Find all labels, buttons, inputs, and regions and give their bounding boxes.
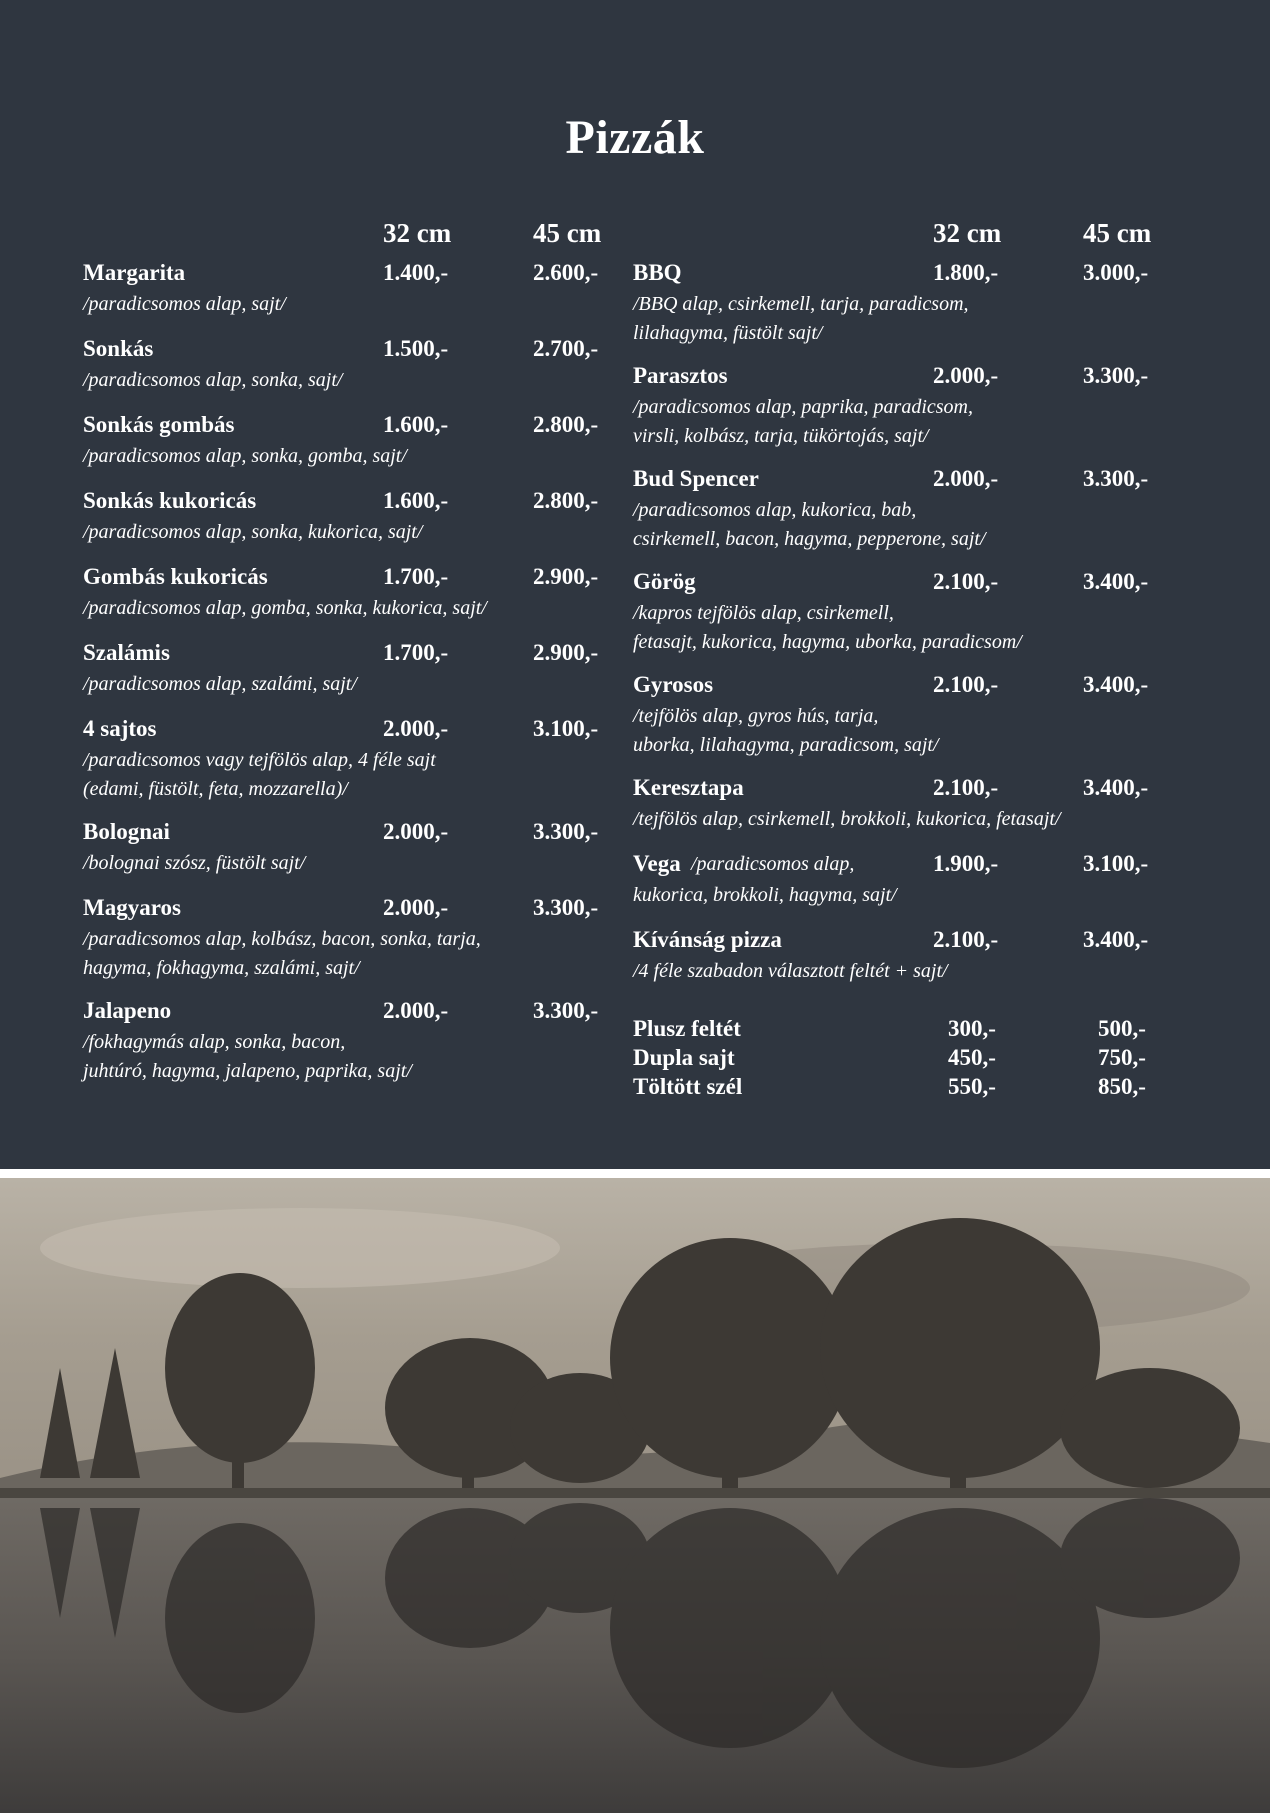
extra-name: Plusz feltét [633, 1016, 741, 1041]
pizza-description: /paradicsomos alap, szalámi, sajt/ [83, 673, 357, 695]
pizza-description: virsli, kolbász, tarja, tükörtojás, sajt/ [633, 425, 929, 447]
price-32cm: 2.000,- [933, 363, 999, 388]
price-45cm: 2.800,- [533, 412, 599, 437]
menu-item-row [633, 775, 1173, 805]
size-header-left [83, 218, 618, 260]
menu-item-row [633, 260, 1173, 290]
menu-item [83, 998, 618, 1086]
pizza-name: Kívánság pizza [633, 927, 782, 952]
pizza-name: Keresztapa [633, 775, 744, 800]
menu-item [83, 640, 618, 699]
price-32cm: 1.700,- [383, 564, 449, 589]
page-title: Pizzák [565, 111, 705, 164]
price-45cm: 3.400,- [1083, 569, 1149, 594]
menu-item [633, 260, 1173, 348]
price-32cm: 2.000,- [383, 895, 449, 920]
price-32cm: 1.800,- [933, 260, 999, 285]
menu-item-row [83, 998, 618, 1028]
pizza-description: /paradicsomos alap, gomba, sonka, kukorica, sajt/ [83, 597, 487, 619]
menu-item-row [633, 569, 1173, 599]
pizza-description: uborka, lilahagyma, paradicsom, sajt/ [633, 734, 939, 756]
price-45cm: 2.600,- [533, 260, 599, 285]
menu-item [83, 412, 618, 471]
pizza-description: kukorica, brokkoli, hagyma, sajt/ [633, 884, 897, 906]
extra-row [633, 1045, 1173, 1074]
size-45-label: 45 cm [1083, 218, 1152, 248]
price-45cm: 2.800,- [533, 488, 599, 513]
pizza-description: hagyma, fokhagyma, szalámi, sajt/ [83, 957, 360, 979]
pizza-description: /bolognai szósz, füstölt sajt/ [83, 852, 306, 874]
price-45cm: 3.300,- [533, 895, 599, 920]
pizza-inline-description: /paradicsomos alap, [691, 853, 855, 875]
extra-price-32cm: 550,- [948, 1074, 996, 1099]
pizza-description: csirkemell, bacon, hagyma, pepperone, sajt/ [633, 528, 986, 550]
menu-item [83, 336, 618, 395]
menu-item-row [633, 363, 1173, 393]
pizza-name: Gyrosos [633, 672, 714, 697]
pizza-description: /tejfölös alap, gyros hús, tarja, [633, 705, 879, 727]
menu-item [83, 716, 618, 804]
pizza-name: Parasztos [633, 363, 728, 388]
price-32cm: 2.100,- [933, 569, 999, 594]
menu-item-row [633, 466, 1173, 496]
price-45cm: 3.300,- [1083, 466, 1149, 491]
menu-item-row [83, 640, 618, 670]
menu-item [83, 819, 618, 878]
menu-item [83, 488, 618, 547]
pizza-description: juhtúró, hagyma, jalapeno, paprika, sajt/ [83, 1060, 412, 1082]
size-32-label: 32 cm [383, 218, 452, 248]
size-32-label: 32 cm [933, 218, 1002, 248]
extra-price-45cm: 500,- [1098, 1016, 1146, 1041]
price-32cm: 1.900,- [933, 851, 999, 876]
menu-item [83, 260, 618, 319]
size-45-label: 45 cm [533, 218, 602, 248]
pizza-description: /kapros tejfölös alap, csirkemell, [633, 602, 894, 624]
price-45cm: 2.700,- [533, 336, 599, 361]
pizza-description: lilahagyma, füstölt sajt/ [633, 322, 823, 344]
price-45cm: 3.400,- [1083, 775, 1149, 800]
price-32cm: 2.100,- [933, 672, 999, 697]
size-header-right [633, 218, 1173, 260]
menu-item-row [83, 488, 618, 518]
price-45cm: 3.300,- [533, 819, 599, 844]
pizza-description: /paradicsomos alap, kukorica, bab, [633, 499, 917, 521]
price-32cm: 1.600,- [383, 488, 449, 513]
pizza-name: Margarita [83, 260, 186, 285]
pizza-description: /paradicsomos alap, sajt/ [83, 293, 286, 315]
menu-item [633, 569, 1173, 657]
pizza-description: (edami, füstölt, feta, mozzarella)/ [83, 778, 348, 800]
extra-row [633, 1074, 1173, 1103]
price-45cm: 3.100,- [1083, 851, 1149, 876]
pizza-name: Bud Spencer [633, 466, 759, 491]
price-32cm: 2.000,- [383, 716, 449, 741]
price-45cm: 2.900,- [533, 564, 599, 589]
pizza-name: 4 sajtos [83, 716, 157, 741]
price-32cm: 2.100,- [933, 927, 999, 952]
price-32cm: 1.600,- [383, 412, 449, 437]
pizza-description: fetasajt, kukorica, hagyma, uborka, paradicsom/ [633, 631, 1022, 653]
pizza-description: /paradicsomos alap, sonka, gomba, sajt/ [83, 445, 407, 467]
menu-item-row [83, 564, 618, 594]
pizza-name: Sonkás gombás [83, 412, 235, 437]
menu-item [633, 363, 1173, 451]
pizza-name: Sonkás kukoricás [83, 488, 257, 513]
menu-item-row [83, 895, 618, 925]
price-45cm: 3.000,- [1083, 260, 1149, 285]
pizza-description: /BBQ alap, csirkemell, tarja, paradicsom, [633, 293, 969, 315]
menu-item-row [83, 336, 618, 366]
menu-item-row [83, 819, 618, 849]
pizza-name: Szalámis [83, 640, 170, 665]
pizza-name: Bolognai [83, 819, 170, 844]
menu-item-row [83, 716, 618, 746]
pizza-name: BBQ [633, 260, 682, 285]
menu-item-row [633, 851, 1173, 881]
extra-price-32cm: 300,- [948, 1016, 996, 1041]
price-32cm: 2.000,- [383, 819, 449, 844]
pizza-description: /4 féle szabadon választott feltét + sajt/ [633, 960, 948, 982]
pizza-description: /paradicsomos alap, paprika, paradicsom, [633, 396, 973, 418]
price-45cm: 3.400,- [1083, 672, 1149, 697]
menu-item [633, 466, 1173, 554]
right-column [633, 218, 1173, 1103]
menu-item-row [633, 927, 1173, 957]
lake-trees-photo [0, 1178, 1270, 1813]
extra-price-32cm: 450,- [948, 1045, 996, 1070]
price-32cm: 2.000,- [383, 998, 449, 1023]
extras-list [633, 1016, 1173, 1103]
menu-item-row [83, 260, 618, 290]
price-32cm: 2.100,- [933, 775, 999, 800]
extra-name: Dupla sajt [633, 1045, 735, 1070]
price-32cm: 1.500,- [383, 336, 449, 361]
pizza-description: /fokhagymás alap, sonka, bacon, [83, 1031, 346, 1053]
extra-name: Töltött szél [633, 1074, 743, 1099]
menu-item [633, 672, 1173, 760]
left-item-list [83, 260, 618, 1086]
pizza-name: Görög [633, 569, 696, 594]
pizza-description: /paradicsomos vagy tejfölös alap, 4 féle sajt [83, 749, 436, 771]
pizza-name: Jalapeno [83, 998, 172, 1023]
menu-item [633, 775, 1173, 834]
price-32cm: 1.700,- [383, 640, 449, 665]
price-32cm: 2.000,- [933, 466, 999, 491]
extra-price-45cm: 850,- [1098, 1074, 1146, 1099]
pizza-description: /paradicsomos alap, sonka, kukorica, sajt/ [83, 521, 423, 543]
price-45cm: 3.300,- [1083, 363, 1149, 388]
extra-price-45cm: 750,- [1098, 1045, 1146, 1070]
menu-item-row [633, 672, 1173, 702]
extra-row [633, 1016, 1173, 1045]
price-45cm: 2.900,- [533, 640, 599, 665]
pizza-name: Vega [633, 851, 681, 876]
price-45cm: 3.100,- [533, 716, 599, 741]
menu-item [83, 564, 618, 623]
left-column [83, 218, 618, 1101]
pizza-description: /paradicsomos alap, kolbász, bacon, sonka, tarja, [83, 928, 481, 950]
pizza-name: Sonkás [83, 336, 154, 361]
pizza-name: Magyaros [83, 895, 181, 920]
menu-item [633, 927, 1173, 986]
menu-item [83, 895, 618, 983]
price-32cm: 1.400,- [383, 260, 449, 285]
price-45cm: 3.300,- [533, 998, 599, 1023]
menu-item-row [83, 412, 618, 442]
price-45cm: 3.400,- [1083, 927, 1149, 952]
right-item-list [633, 260, 1173, 986]
lake-landscape-image [0, 1178, 1270, 1813]
pizza-description: /paradicsomos alap, sonka, sajt/ [83, 369, 343, 391]
menu-item [633, 851, 1173, 910]
pizza-description: /tejfölös alap, csirkemell, brokkoli, kukorica, fetasajt/ [633, 808, 1061, 830]
pizza-name: Gombás kukoricás [83, 564, 268, 589]
